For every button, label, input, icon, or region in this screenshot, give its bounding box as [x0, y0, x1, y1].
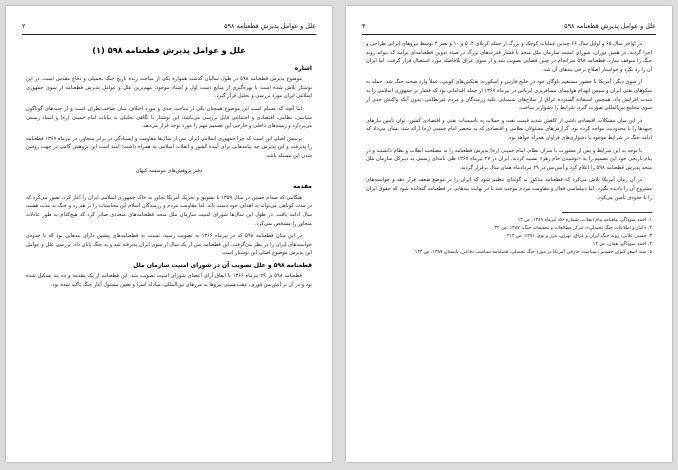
- footnote: ۳. حسین علایی، روند جنگ ایران و عراق، تهران، مرز و بوم، ۱۳۹۱، ص ۴۱۲: [506, 234, 652, 240]
- page-number: ۳: [362, 22, 366, 30]
- footnote: ۱. احمد سوداگر، ماهنامه پیام انقلاب، شماره ۵۶، تیرماه ۱۳۸۹، ص ۱۲: [517, 218, 652, 224]
- paragraph: در آن زمان آمریکا تلاش می‌کرد که قطعنامه مذکور به گونه‌ای تنظیم شود که ایران را در موضع ضعف قرار دهد و خواسته‌های مشروع آن را نادیده بگیرد، اما دیپلماسی فعال و مقاومت مردم موجب شد تا در نهایت بندهایی در قطعنامه گنجانده شود که حقوق ایران را تا حدودی تأمین می‌کرد.: [366, 177, 652, 201]
- paragraph: هنگامی که صدام حسین در سال ۱۳۵۹ با تشویق و تحریک آمریکا تجاوز به خاک جمهوری اسلامی ایران را آغاز کرد، تصور می‌کرد که در مدت کوتاهی می‌تواند به اهداف خود دست یابد. اما مقاومت مردم و رزمندگان اسلام این محاسبات را بر هم زد و جنگ به مدت هشت سال ادامه یافت. در طول این سال‌ها شورای امنیت سازمان ملل متحد قطعنامه‌های متعددی صادر کرد که هیچ‌کدام به طور عادلانه متجاوز را مشخص نمی‌کرد.: [26, 194, 312, 227]
- page-header: [362, 20, 656, 35]
- paragraph: با توجه به این شرایط و پس از مشورت با سران نظام، امام خمینی (ره) پذیرش قطعنامه را به مصلحت انقلاب و نظام دانستند و در پیام تاریخی خود این تصمیم را به «نوشیدن جام زهر» تشبیه کردند. ایران در ۲۷ تیرماه ۱۳۶۷ طی نامه‌ای رسمی به دبیرکل سازمان ملل متحد پذیرش قطعنامه ۵۹۸ را اعلام کرد و آتش‌بس در ۲۹ مردادماه همان سال برقرار گردید.: [366, 147, 653, 171]
- author-note: دفتر پژوهش‌های موسسه کیهان: [135, 167, 203, 174]
- right-page: [346, 6, 672, 462]
- paragraph: در این میان قطعنامه ۵۹۸ که در تیرماه ۱۳۶۶ به تصویب رسید، نسبت به قطعنامه‌های پیشین دارای بندهایی بود که تا حدودی خواسته‌های ایران را در نظر می‌گرفت. این قطعنامه پس از یک سال از سوی ایران پذیرفته شد و به جنگ پایان داد. بررسی علل و عوامل این پذیرش موضوع اصلی این نوشتار است.: [26, 233, 312, 257]
- paragraph: در این میان مشکلات اقتصادی ناشی از کاهش شدید قیمت نفت و حملات به تأسیسات نفتی و اقتصادی کشور، توان تأمین نیازهای جبهه‌ها را با محدودیت مواجه کرده بود. گزارش‌های مسئولان نظامی و اقتصادی که به محضر امام خمینی (ره) ارائه شد، نشان می‌داد که ادامه جنگ در شرایط موجود با دشواری‌های فراوان همراه خواهد بود.: [366, 117, 652, 141]
- footnote: ۴. احمد سوداگر، همان، ص ۱۴: [592, 242, 652, 248]
- page-header: [22, 20, 316, 35]
- chapter-title: علل و عوامل پذیرش قطعنامه ۵۹۸ (۱): [92, 45, 246, 55]
- paragraph: از سوی دیگر، آمریکا با حضور مستقیم ناوگان خود در خلیج فارس و اسکورت نفتکش‌های کویتی، عملاً وارد صحنه جنگ شد. حمله به سکوهای نفتی ایران و سپس انهدام هواپیمای مسافربری ایرباس در تیرماه ۱۳۶۷ از جمله اقداماتی بود که فشار بر جمهوری اسلامی را به شدت افزایش داد. همچنین استفاده گسترده عراق از سلاح‌های شیمیایی علیه رزمندگان و مردم غیرنظامی، بدون آنکه واکنش جدی از سوی مجامع بین‌المللی صورت گیرد، شرایط را دشوارتر ساخت.: [366, 79, 652, 112]
- section-heading: اشاره: [294, 64, 312, 72]
- paragraph: در اواخر سال ۶۵ و اوایل سال ۶۶ چندین عملیات کوچک و بزرگ از جمله کربلای ۴، ۵ و ۱۰ و نصر ۴ توسط نیروهای ایرانی طراحی و اجرا گردید. در همین دوران، شورای امنیت سازمان ملل متحد با فشار قدرت‌های بزرگ در صدد تدوین قطعنامه‌ای برآمد که بتواند روند جنگ را متوقف سازد. قطعنامه ۵۹۸ سرانجام در چنین فضایی تصویب شد و از سوی عراق بلافاصله مورد استقبال قرار گرفت، اما ایران آن را رد نکرد و خواستار اصلاح برخی بندهای آن شد.: [366, 41, 652, 73]
- paragraph: پرسش اصلی این است که چرا جمهوری اسلامی ایران پس از سال‌ها مقاومت و ایستادگی در برابر متجاوز، در تیرماه ۱۳۶۷ قطعنامه را پذیرفت و این پذیرش چه پیامدهایی برای آینده کشور و انقلاب اسلامی به همراه داشت؛ امید است این پژوهش گامی در جهت روشن شدن این مسئله باشد.: [26, 135, 312, 159]
- page-content: [26, 40, 312, 454]
- footnote-separator: [562, 212, 652, 213]
- paragraph: قطعنامه ۵۹۸ در ۲۹ تیرماه ۱۳۶۶ با اتفاق آرای اعضای شورای امنیت تصویب شد. این قطعنامه از یک مقدمه و ده بند تشکیل شده بود و در آن بر آتش‌بس فوری، عقب‌نشینی نیروها به مرزهای بین‌المللی، مبادله اسرا و تعیین مسئول آغاز جنگ تأکید شده بود.: [26, 273, 312, 289]
- section-heading: قطعنامه ۵۹۸ و علل تصویب آن در شورای امنیت سازمان ملل: [133, 261, 312, 269]
- footnote: ۵. سید اصغر کیوان حسینی، سیاست خارجی آمریکا در مورد جنگ تحمیلی، فصلنامه سیاست دفاعی، تابستان ۱۳۸۷، ص ۱۴۳: [414, 250, 652, 256]
- header-title: علل و عوامل پذیرش قطعنامه ۵۹۸: [564, 22, 656, 30]
- paragraph: اما آنچه که مسلم است این موضوع همچنان یکی از مباحث جدی و مورد اختلاف میان صاحب‌نظران است و از جنبه‌های گوناگون سیاسی، نظامی، اقتصادی و اجتماعی قابل بررسی می‌باشد. این نوشتار با نگاهی تحلیلی به بیانات امام خمینی (ره) و اسناد رسمی می‌پردازد و زمینه‌های داخلی و خارجی این تصمیم مهم را مورد توجه قرار می‌دهد.: [26, 105, 312, 130]
- left-page: [6, 6, 332, 462]
- header-title: علل و عوامل پذیرش قطعنامه ۵۹۸: [224, 22, 316, 30]
- section-heading: مقدمه: [293, 183, 312, 191]
- paragraph: موضوع پذیرش قطعنامه ۵۹۸ در طول سالیان گذشته همواره یکی از مباحث زنده تاریخ جنگ تحمیلی و دفاع مقدس است. در این نوشتار تلاش شده است با بهره‌گیری از منابع دست اول و اسناد موجود، مهم‌ترین علل و عوامل پذیرش قطعنامه از سوی جمهوری اسلامی ایران مورد بررسی و تحلیل قرار گیرد.: [26, 76, 312, 100]
- footnote: ۲. «آمار و اطلاعات جنگ تحمیلی»، مرکز مطالعات و تحقیقات جنگ، ۱۳۸۷، ص ۳۴: [494, 226, 652, 232]
- page-content: [366, 40, 652, 454]
- page-number: ۲: [22, 22, 26, 30]
